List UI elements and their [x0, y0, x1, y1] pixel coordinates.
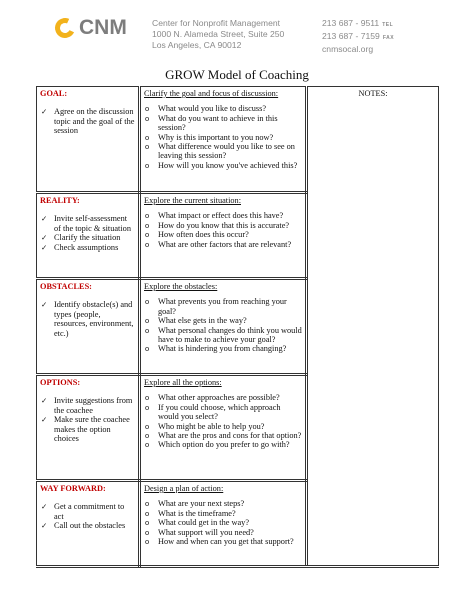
question-item: o What are other factors that are relevant?	[144, 240, 302, 249]
questions-subheading: Explore all the options:	[144, 378, 222, 387]
phone-number: 213 687 - 9511	[322, 18, 380, 28]
question-list	[144, 297, 302, 353]
logo-ring-icon	[52, 15, 78, 41]
checklist-item: ✓ Invite self-assessment of the topic & situation	[40, 214, 135, 233]
questions-cell	[140, 279, 307, 375]
stage-label: OBSTACLES:	[40, 282, 92, 291]
question-item: o How often does this occur?	[144, 230, 302, 239]
question-item: o How will you know you've achieved this?	[144, 161, 302, 170]
questions-subheading: Design a plan of action:	[144, 484, 224, 493]
question-item: o How do you know that this is accurate?	[144, 221, 302, 230]
stage-cell	[37, 193, 140, 279]
checklist	[40, 300, 135, 338]
logo-text: CNM	[79, 16, 127, 39]
stage-label: GOAL:	[40, 89, 68, 98]
checklist	[40, 214, 135, 252]
question-item: o What do you want to achieve in this session?	[144, 114, 302, 133]
question-item: o What are your next steps?	[144, 499, 302, 508]
grow-table	[36, 86, 439, 568]
website-link[interactable]: cnmsocal.org	[322, 44, 374, 54]
question-item: o What difference would you like to see on leaving this session?	[144, 142, 302, 161]
page-title: GROW Model of Coaching	[165, 67, 309, 82]
question-item: o Who might be able to help you?	[144, 422, 302, 431]
stage-cell	[37, 87, 140, 193]
question-list	[144, 211, 302, 249]
org-street: 1000 N. Alameda Street, Suite 250	[152, 29, 285, 39]
stage-cell	[37, 481, 140, 567]
questions-cell	[140, 87, 307, 193]
notes-cell[interactable]	[307, 87, 439, 567]
questions-subheading: Explore the current situation:	[144, 196, 241, 205]
question-list	[144, 393, 302, 449]
question-item: o What would you like to discuss?	[144, 104, 302, 113]
checklist-item: ✓ Call out the obstacles	[40, 521, 135, 530]
org-name: Center for Nonprofit Management	[152, 18, 281, 28]
fax-number: 213 687 - 7159	[322, 31, 380, 41]
stage-label: WAY FORWARD:	[40, 484, 106, 493]
org-city: Los Angeles, CA 90012	[152, 40, 242, 50]
checklist	[40, 396, 135, 443]
question-item: o Which option do you prefer to go with?	[144, 440, 302, 449]
checklist-item: ✓ Invite suggestions from the coachee	[40, 396, 135, 415]
stage-cell	[37, 375, 140, 481]
grow-row	[37, 87, 439, 193]
checklist-item: ✓ Make sure the coachee makes the option choices	[40, 415, 135, 443]
question-item: o If you could choose, which approach would you select?	[144, 403, 302, 422]
question-list	[144, 104, 302, 170]
contact-info	[322, 18, 394, 55]
checklist-item: ✓ Identify obstacle(s) and types (people, resources, environment, etc.)	[40, 300, 135, 338]
phone-label: TEL	[382, 22, 394, 28]
question-item: o What are the pros and cons for that option?	[144, 431, 302, 440]
question-item: o What is hindering you from changing?	[144, 344, 302, 353]
questions-subheading: Explore the obstacles:	[144, 282, 218, 291]
checklist-item: ✓ Get a commitment to act	[40, 502, 135, 521]
questions-cell	[140, 375, 307, 481]
stage-label: OPTIONS:	[40, 378, 81, 387]
question-item: o What impact or effect does this have?	[144, 211, 302, 220]
question-item: o What other approaches are possible?	[144, 393, 302, 402]
questions-subheading: Clarify the goal and focus of discussion:	[144, 89, 279, 98]
question-item: o How and when can you get that support?	[144, 537, 302, 546]
question-list	[144, 499, 302, 546]
questions-cell	[140, 481, 307, 567]
question-item: o What else gets in the way?	[144, 316, 302, 325]
question-item: o What personal changes do think you would have to make to achieve your goal?	[144, 326, 302, 345]
checklist-item: ✓ Clarify the situation	[40, 233, 135, 242]
checklist-item: ✓ Agree on the discussion topic and the goal of the session	[40, 107, 135, 135]
notes-heading: NOTES:	[358, 89, 388, 98]
question-item: o Why is this important to you now?	[144, 133, 302, 142]
stage-cell	[37, 279, 140, 375]
questions-cell	[140, 193, 307, 279]
stage-label: REALITY:	[40, 196, 80, 205]
question-item: o What support will you need?	[144, 528, 302, 537]
checklist-item: ✓ Check assumptions	[40, 243, 135, 252]
org-address	[152, 18, 284, 51]
checklist	[40, 502, 135, 530]
cnm-logo	[55, 16, 127, 40]
question-item: o What could get in the way?	[144, 518, 302, 527]
letterhead	[0, 0, 474, 60]
question-item: o What is the timeframe?	[144, 509, 302, 518]
fax-label: FAX	[382, 35, 395, 41]
question-item: o What prevents you from reaching your goal?	[144, 297, 302, 316]
checklist	[40, 107, 135, 135]
